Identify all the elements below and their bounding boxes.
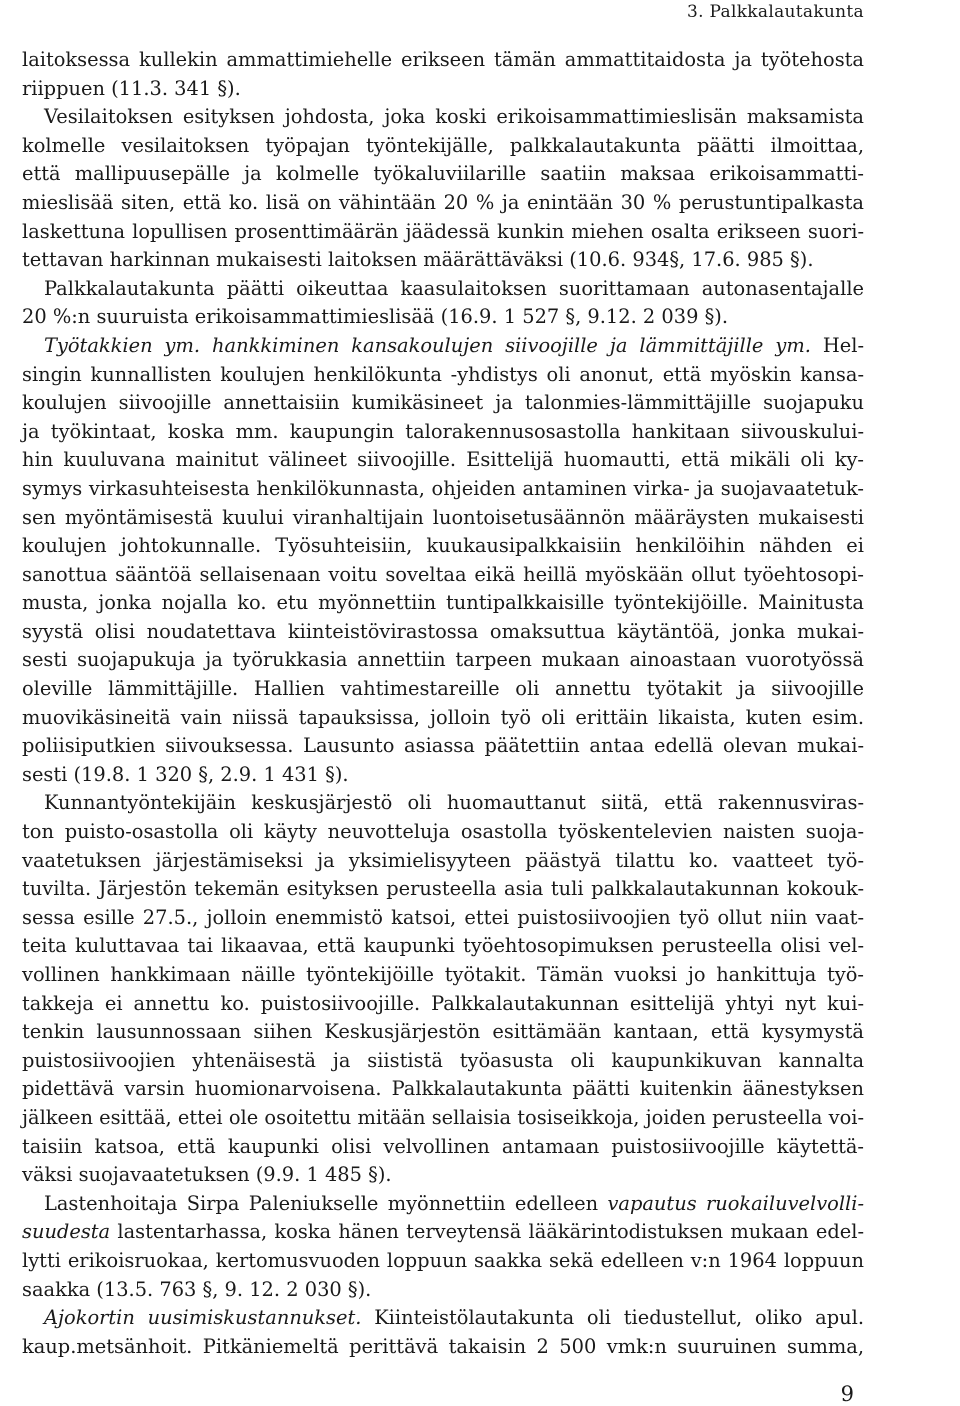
- text-line: [22, 1161, 864, 1190]
- text-line: [22, 1075, 864, 1104]
- text-run: lytti erikoisruokaa, kertomusvuoden loppuun saakka sekä edelleen v:n 1964 loppuun: [22, 1248, 864, 1272]
- text-line: [22, 1047, 864, 1076]
- text-run: kaup.metsänhoit. Pitkäniemeltä perittävä takaisin 2 500 vmk:n suuruinen summa,: [22, 1334, 864, 1358]
- text-line: [22, 761, 864, 790]
- text-line: [22, 1247, 864, 1276]
- text-line: [22, 561, 864, 590]
- text-run: sesti suojapukuja ja työrukkasia annettiin tarpeen mukaan ainoastaan vuorotyössä: [22, 648, 864, 672]
- text-run: Kiinteistölautakunta oli tiedustellut, oliko apul.: [361, 1306, 865, 1330]
- text-run: sanottua sääntöä sellaisenaan voitu soveltaa eikä heillä myöskään ollut työehtosopi-: [22, 562, 864, 586]
- text-line: [22, 446, 864, 475]
- document-body: [22, 46, 864, 1361]
- text-run: mieslisää siten, että ko. lisä on vähintään 20 % ja enintään 30 % perustuntipalkasta: [22, 190, 864, 214]
- italic-heading: vapautus ruokailuvelvolli-: [607, 1191, 864, 1215]
- text-line: [22, 389, 864, 418]
- text-run: pidettävä varsin huomionarvoisena. Palkkalautakunta päätti kuitenkin äänestyksen: [22, 1077, 864, 1101]
- text-run: musta, jonka nojalla ko. etu myönnettiin tuntipalkkaisille työntekijöille. Mainitusta: [22, 591, 864, 615]
- text-run: muovikäsineitä vain niissä tapauksissa, jolloin työ oli erittäin likaista, kuten esim.: [22, 705, 864, 729]
- text-line: [22, 704, 864, 733]
- text-run: vollinen hankkimaan näille työntekijöille työtakit. Tämän vuoksi jo hankittuja työ-: [22, 963, 864, 986]
- text-run: koulujen siivoojille annettaisiin kumikäsineet ja talonmies-lämmittäjille suojapuku: [22, 391, 864, 415]
- text-line: [22, 418, 864, 447]
- text-run: Palkkalautakunta päätti oikeuttaa kaasulaitoksen suorittamaan autonasentajalle: [44, 276, 864, 300]
- text-run: tenkin lausunnossaan siihen Keskusjärjestön esittämään kantaan, että kysymystä: [22, 1020, 864, 1044]
- text-run: Lastenhoitaja Sirpa Paleniukselle myönnettiin edelleen: [44, 1191, 608, 1215]
- text-line: [22, 990, 864, 1019]
- text-run: Kunnantyöntekijäin keskusjärjestö oli huomauttanut siitä, että rakennusviras-: [44, 791, 864, 815]
- text-run: vaatetuksen järjestämiseksi ja yksimielisyyteen päästyä tilattu ko. vaatteet työ-: [22, 848, 864, 872]
- text-line: [22, 589, 864, 618]
- text-run: laitoksessa kullekin ammattimiehelle erikseen tämän ammattitaidosta ja työtehosta: [22, 48, 864, 71]
- text-run: sen myöntämisestä kuului viranhaltijain luontoisetusäännön määräysten mukaisesti: [22, 505, 864, 529]
- text-line: [22, 189, 864, 218]
- text-line: [22, 218, 864, 247]
- text-line: [22, 361, 864, 390]
- text-line: [22, 1276, 864, 1305]
- text-run: teita kuluttavaa tai likaavaa, että kaupunki työehtosopimuksen perusteella olisi vel-: [22, 934, 864, 958]
- italic-heading: Työtakkien ym. hankkiminen kansakoulujen siivoojille ja lämmittäjille ym.: [44, 333, 811, 357]
- text-run: lastentarhassa, koska hänen terveytensä lääkärintodistuksen mukaan edel-: [110, 1220, 864, 1244]
- text-line: [22, 532, 864, 561]
- text-line: [22, 504, 864, 533]
- text-run: 20 %:n suuruista erikoisammattimieslisää (16.9. 1 527 §, 9.12. 2 039 §).: [22, 305, 729, 329]
- text-run: taisiin katsoa, että kaupunki olisi velvollinen antamaan puistosiivoojille käytettä-: [22, 1134, 864, 1158]
- text-line: [22, 103, 864, 132]
- italic-heading: suudesta: [22, 1220, 111, 1244]
- text-line: [22, 875, 864, 904]
- text-line: [22, 618, 864, 647]
- text-run: symys virkasuhteisesta henkilökunnasta, ohjeiden antaminen virka- ja suojavaatetuk-: [22, 476, 864, 500]
- text-line: [22, 904, 864, 933]
- text-line: [22, 1304, 864, 1333]
- text-run: tuvilta. Järjestön tekemän esityksen perusteella asia tuli palkkalautakunnan kokouk-: [22, 877, 864, 901]
- text-line: [22, 75, 864, 104]
- italic-heading: Ajokortin uusimiskustannukset.: [44, 1306, 362, 1330]
- text-run: sesti (19.8. 1 320 §, 2.9. 1 431 §).: [22, 762, 349, 786]
- text-run: väksi suojavaatetuksen (9.9. 1 485 §).: [22, 1163, 392, 1187]
- text-line: [22, 475, 864, 504]
- text-run: ja työkintaat, koska mm. kaupungin talorakennusosastolla hankitaan siivouskului-: [22, 419, 864, 443]
- page-number: 9: [840, 1382, 854, 1406]
- text-line: [22, 961, 864, 990]
- text-run: riippuen (11.3. 341 §).: [22, 76, 241, 100]
- text-run: takkeja ei annettu ko. puistosiivoojille. Palkkalautakunnan esittelijä yhtyi nyt kui-: [22, 991, 864, 1015]
- text-line: [22, 332, 864, 361]
- running-header: 3. Palkkalautakunta: [687, 2, 864, 22]
- text-line: [22, 789, 864, 818]
- text-run: että mallipuusepälle ja kolmelle työkaluviilarille saatiin maksaa erikoisammatti-: [22, 162, 864, 186]
- text-line: [22, 1018, 864, 1047]
- text-run: syystä olisi noudatettava kiinteistövirastossa omaksuttua käytäntöä, jonka mukai-: [22, 619, 864, 643]
- text-line: [22, 46, 864, 75]
- text-run: koulujen johtokunnalle. Työsuhteisiin, kuukausipalkkaisiin henkilöihin nähden ei: [22, 534, 864, 558]
- text-run: oleville lämmittäjille. Hallien vahtimestareille oli annettu työtakit ja siivoojille: [22, 677, 864, 701]
- text-run: sessa esille 27.5., jolloin enemmistö katsoi, ettei puistosiivoojien työ ollut niin vaat-: [22, 905, 864, 929]
- text-run: saakka (13.5. 763 §, 9. 12. 2 030 §).: [22, 1277, 372, 1301]
- text-run: poliisiputkien siivouksessa. Lausunto asiassa päätettiin antaa edellä olevan mukai-: [22, 734, 864, 758]
- text-run: tettavan harkinnan mukaisesti laitoksen määrättäväksi (10.6. 934§, 17.6. 985 §).: [22, 248, 814, 272]
- text-line: [22, 1218, 864, 1247]
- text-line: [22, 246, 864, 275]
- text-line: [22, 275, 864, 304]
- text-line: [22, 1190, 864, 1219]
- text-run: singin kunnallisten koulujen henkilökunta -yhdistys oli anonut, että myöskin kansa-: [22, 362, 864, 386]
- text-line: [22, 160, 864, 189]
- text-line: [22, 1104, 864, 1133]
- text-line: [22, 732, 864, 761]
- text-run: puistosiivoojien yhtenäisestä ja siististä työasusta oli kaupunkikuvan kannalta: [22, 1048, 864, 1072]
- text-line: [22, 818, 864, 847]
- text-run: hin kuuluvana mainitut välineet siivoojille. Esittelijä huomautti, että mikäli oli ky-: [22, 448, 864, 472]
- text-run: kolmelle vesilaitoksen työpajan työntekijälle, palkkalautakunta päätti ilmoittaa,: [22, 133, 864, 157]
- text-line: [22, 132, 864, 161]
- text-line: [22, 1333, 864, 1362]
- text-run: Vesilaitoksen esityksen johdosta, joka koski erikoisammattimieslisän maksamista: [44, 105, 864, 129]
- text-line: [22, 646, 864, 675]
- text-line: [22, 1133, 864, 1162]
- text-line: [22, 847, 864, 876]
- text-run: jälkeen esittää, ettei ole osoitettu mitään sellaisia tosiseikkoja, joiden perusteella voi-: [22, 1105, 864, 1129]
- text-run: Hel-: [810, 333, 865, 357]
- text-run: ton puisto-osastolla oli käyty neuvotteluja osastolla työskentelevien naisten suoja-: [22, 820, 864, 844]
- text-line: [22, 675, 864, 704]
- text-line: [22, 303, 864, 332]
- text-run: laskettuna lopullisen prosenttimäärän jäädessä kunkin miehen osalta erikseen suori-: [22, 219, 864, 243]
- text-line: [22, 932, 864, 961]
